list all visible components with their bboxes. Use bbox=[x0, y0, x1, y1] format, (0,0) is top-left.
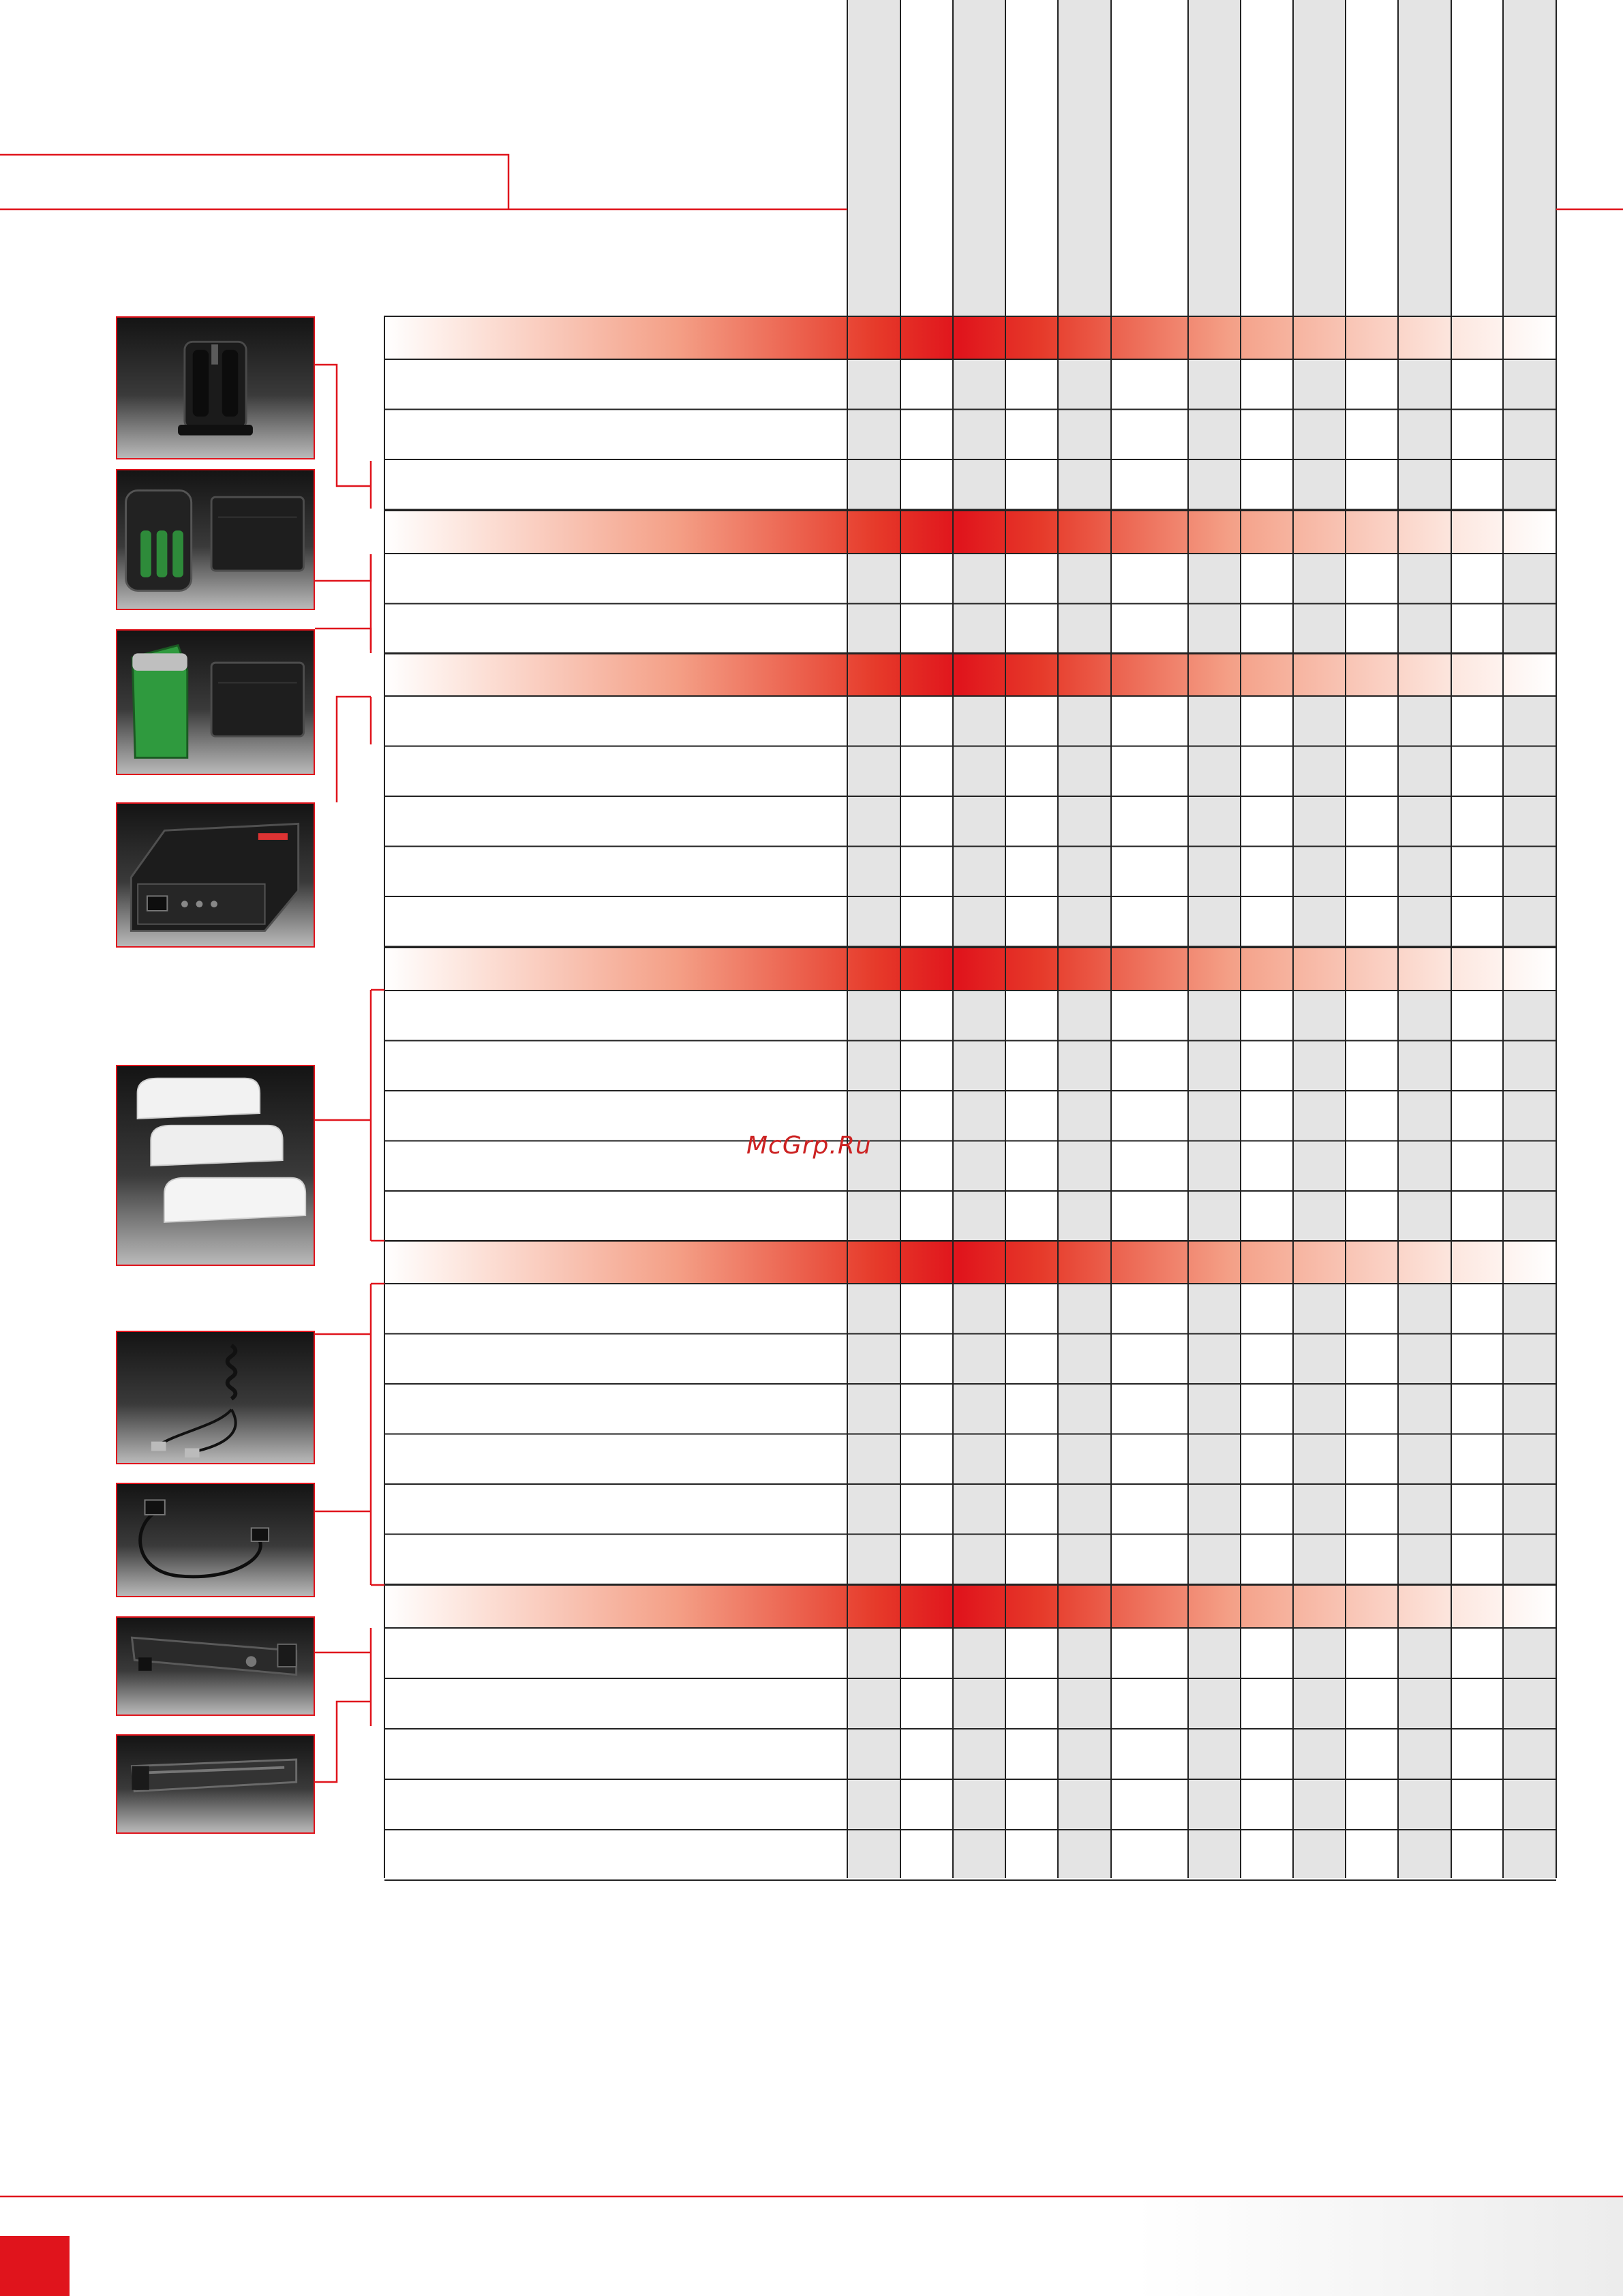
connector bbox=[315, 1702, 371, 1782]
diffuser-filters-photo bbox=[116, 1065, 315, 1266]
section-band bbox=[384, 1585, 1556, 1628]
row-name-cell bbox=[384, 554, 847, 604]
coiled-sync-cable-photo bbox=[116, 1331, 315, 1464]
footer-background bbox=[0, 2196, 1623, 2296]
camera-rail-photo bbox=[116, 1734, 315, 1834]
watermark-text: McGrp.Ru bbox=[746, 1132, 872, 1160]
row-name-cell bbox=[384, 604, 847, 654]
coiled-sync-cable-icon bbox=[117, 1332, 314, 1463]
row-name-cell bbox=[384, 1434, 847, 1485]
power-pack-photo bbox=[116, 802, 315, 948]
section-band bbox=[384, 653, 1556, 696]
flash-bracket-icon bbox=[117, 1618, 314, 1715]
row-name-cell bbox=[384, 991, 847, 1041]
connector bbox=[315, 629, 371, 650]
row-name-cell bbox=[384, 1334, 847, 1385]
row-name-cell bbox=[384, 1384, 847, 1434]
connector bbox=[315, 365, 371, 486]
battery-holder-photo bbox=[116, 316, 315, 459]
green-battery-pack-and-charger-icon bbox=[117, 631, 314, 774]
row-name-cell bbox=[384, 1678, 847, 1729]
green-battery-pack-and-charger-photo bbox=[116, 629, 315, 775]
section-band bbox=[384, 511, 1556, 554]
row-name-cell bbox=[384, 1191, 847, 1241]
row-name-cell bbox=[384, 1041, 847, 1091]
page-corner-accent bbox=[0, 2236, 70, 2296]
row-name-cell bbox=[384, 896, 847, 947]
sync-cable-icon bbox=[117, 1484, 314, 1596]
row-name-cell bbox=[384, 1779, 847, 1830]
battery-magazine-and-charger-photo bbox=[116, 469, 315, 610]
row-name-cell bbox=[384, 359, 847, 410]
connector bbox=[337, 697, 371, 802]
row-name-cell bbox=[384, 1830, 847, 1880]
row-name-cell bbox=[384, 746, 847, 797]
row-name-cell bbox=[384, 459, 847, 510]
diffuser-filters-icon bbox=[117, 1066, 314, 1265]
section-band bbox=[384, 1241, 1556, 1284]
title-box-line bbox=[0, 155, 509, 209]
row-name-cell bbox=[384, 1284, 847, 1334]
connector bbox=[315, 554, 371, 581]
sync-cable-photo bbox=[116, 1483, 315, 1597]
power-pack-icon bbox=[117, 804, 314, 946]
section-band bbox=[384, 316, 1556, 359]
row-name-cell bbox=[384, 410, 847, 460]
row-name-cell bbox=[384, 1484, 847, 1535]
row-name-cell bbox=[384, 847, 847, 897]
row-name-cell bbox=[384, 1628, 847, 1678]
camera-rail-icon bbox=[117, 1736, 314, 1832]
row-name-cell bbox=[384, 1729, 847, 1779]
section-band bbox=[384, 948, 1556, 991]
battery-magazine-and-charger-icon bbox=[117, 470, 314, 609]
flash-bracket-photo bbox=[116, 1616, 315, 1716]
row-name-cell bbox=[384, 696, 847, 746]
row-name-cell bbox=[384, 796, 847, 847]
battery-holder-icon bbox=[117, 318, 314, 458]
row-name-cell bbox=[384, 1535, 847, 1585]
